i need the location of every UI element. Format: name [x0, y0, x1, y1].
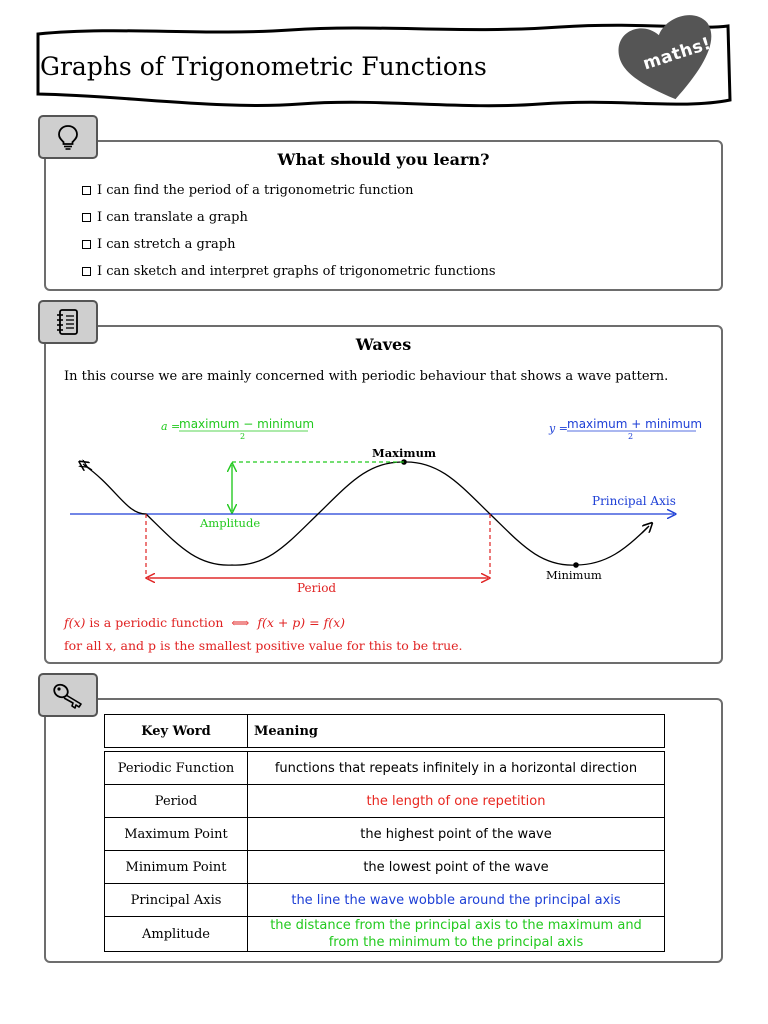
header-key-word: Key Word	[105, 715, 248, 748]
periodic-definition-line1: f(x) is a periodic function ⟺ f(x + p) = f(x)	[64, 615, 346, 630]
table-row	[105, 917, 665, 952]
header-meaning: Meaning	[248, 715, 665, 748]
table-row	[105, 851, 665, 884]
meaning: the lowest point of the wave	[248, 851, 665, 884]
learn-item: I can stretch a graph	[82, 237, 235, 252]
learn-item: I can sketch and interpret graphs of trigonometric functions	[82, 264, 496, 279]
key-words-table	[104, 714, 665, 952]
axis-formula-denominator: 2	[628, 432, 634, 441]
checkbox-icon[interactable]	[82, 267, 91, 276]
periodic-definition-line2: for all x, and p is the smallest positive value for this to be true.	[64, 638, 463, 653]
meaning: the line the wave wobble around the principal axis	[248, 884, 665, 917]
waves-intro: In this course we are mainly concerned with periodic behaviour that shows a wave pattern.	[64, 369, 669, 384]
maximum-label: Maximum	[372, 446, 437, 460]
meaning: functions that repeats infinitely in a horizontal direction	[248, 752, 665, 785]
amplitude-formula-lhs: a =	[161, 420, 181, 433]
learn-tab	[38, 115, 98, 159]
notebook-icon	[55, 308, 81, 336]
key-words-tab	[38, 673, 98, 717]
table-header-row	[105, 715, 665, 748]
key-word: Principal Axis	[105, 884, 248, 917]
key-icon	[51, 681, 85, 709]
learning-objectives-box	[44, 140, 723, 291]
waves-tab	[38, 300, 98, 344]
key-word: Amplitude	[105, 917, 248, 952]
amplitude-formula-numerator: maximum − minimum	[179, 417, 315, 431]
waves-heading: Waves	[355, 335, 412, 354]
key-word: Maximum Point	[105, 818, 248, 851]
key-words-box	[44, 698, 723, 963]
checkbox-icon[interactable]	[82, 240, 91, 249]
checkbox-icon[interactable]	[82, 186, 91, 195]
meaning: the length of one repetition	[248, 785, 665, 818]
learn-item: I can find the period of a trigonometric function	[82, 183, 413, 198]
key-word: Period	[105, 785, 248, 818]
page-title: Graphs of Trigonometric Functions	[40, 52, 487, 81]
axis-formula-numerator: maximum + minimum	[567, 417, 703, 431]
minimum-label: Minimum	[546, 568, 602, 582]
table-row	[105, 884, 665, 917]
checkbox-icon[interactable]	[82, 213, 91, 222]
learn-heading: What should you learn?	[277, 150, 490, 169]
key-word: Minimum Point	[105, 851, 248, 884]
table-row	[105, 785, 665, 818]
minimum-point	[573, 562, 579, 568]
meaning: the distance from the principal axis to the maximum and from the minimum to the principal axis	[248, 917, 665, 952]
lightbulb-icon	[57, 124, 79, 150]
learn-item: I can translate a graph	[82, 210, 248, 225]
maths-badge-text: maths!	[640, 33, 714, 75]
principal-axis-label: Principal Axis	[592, 494, 676, 508]
key-word: Periodic Function	[105, 752, 248, 785]
amplitude-label: Amplitude	[200, 516, 261, 530]
meaning: the highest point of the wave	[248, 818, 665, 851]
table-row	[105, 752, 665, 785]
period-label: Period	[297, 581, 337, 595]
waves-box	[44, 325, 723, 664]
table-row	[105, 818, 665, 851]
amplitude-formula-denominator: 2	[240, 432, 246, 441]
axis-formula-lhs: y =	[549, 422, 568, 435]
